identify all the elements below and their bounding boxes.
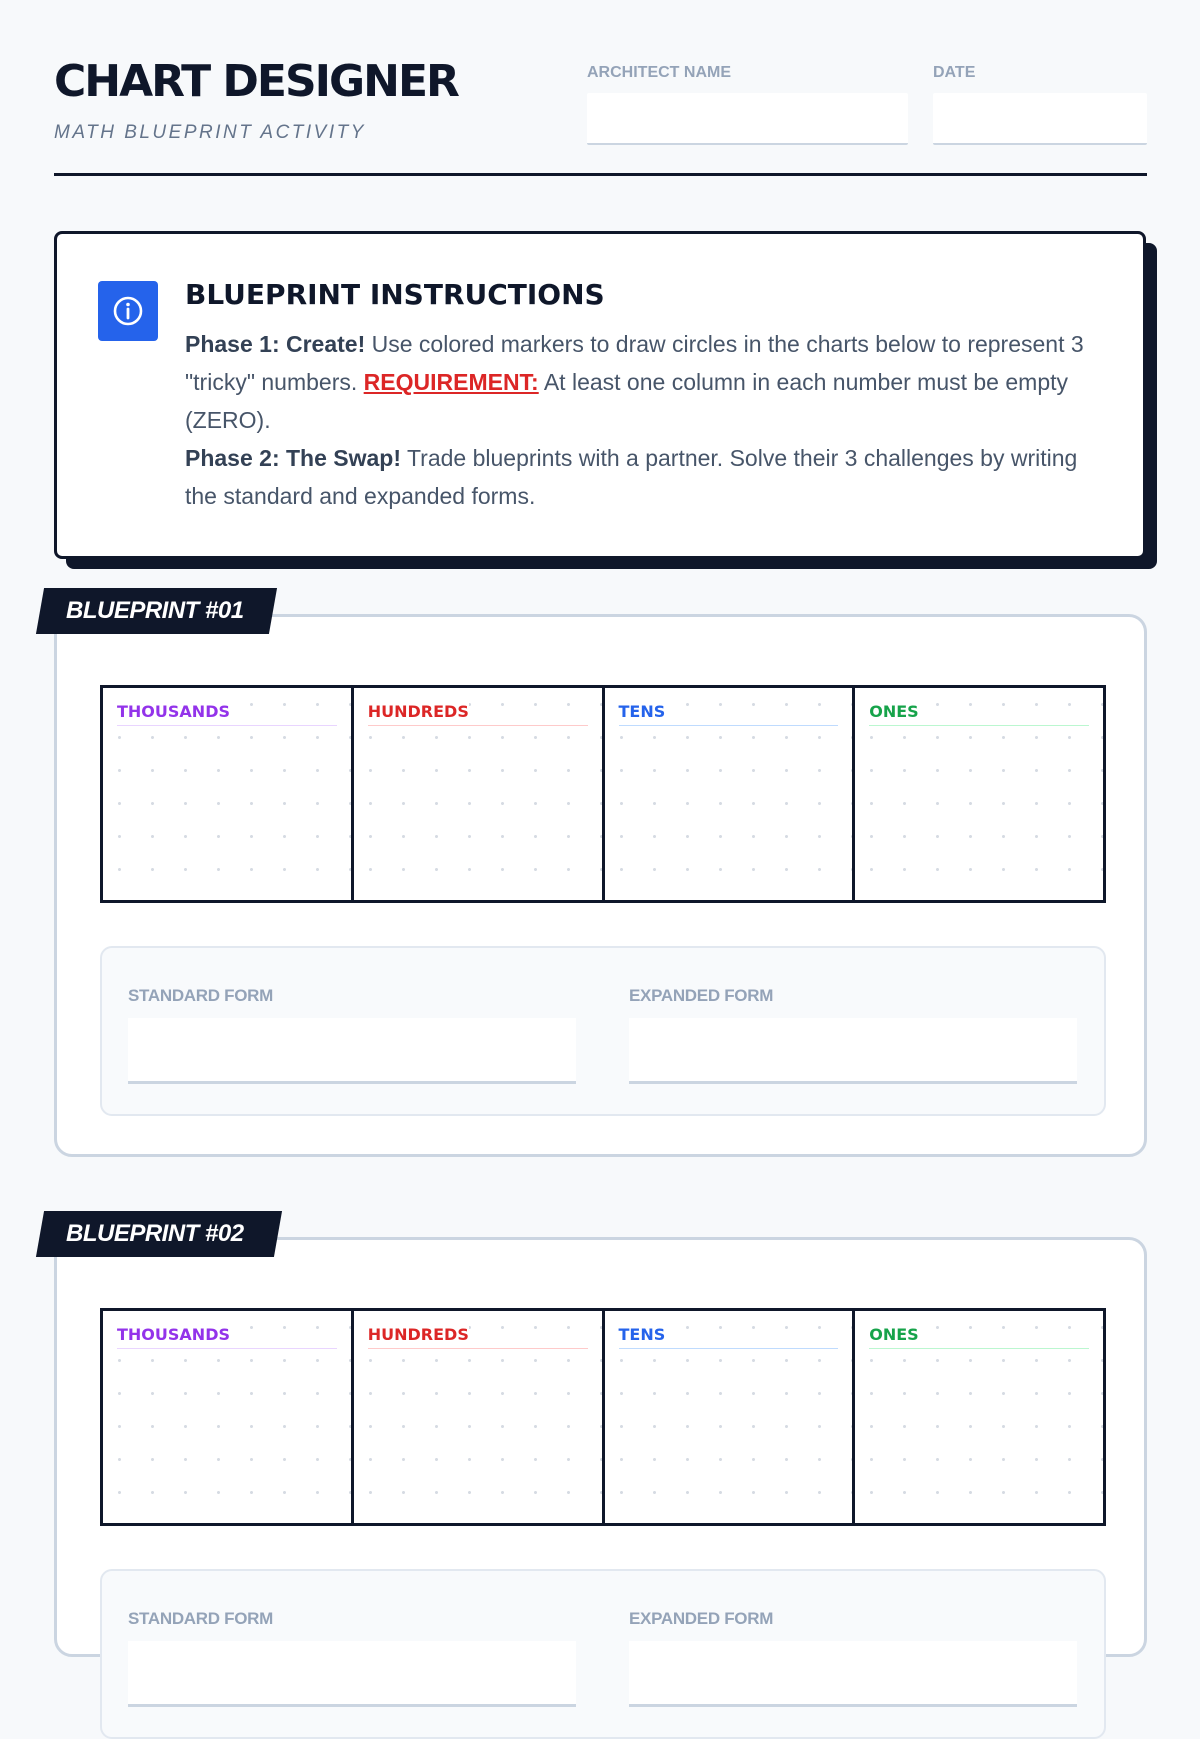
- standard-form-field: [128, 1609, 576, 1707]
- expanded-form-field: [629, 1609, 1077, 1707]
- standard-form-input[interactable]: [128, 1641, 576, 1707]
- place-value-chart[interactable]: [100, 1308, 1106, 1526]
- expanded-form-input[interactable]: [629, 1641, 1077, 1707]
- hundreds-column[interactable]: [351, 1311, 602, 1523]
- page-subtitle: MATH BLUEPRINT ACTIVITY: [54, 122, 366, 143]
- answer-panel: [100, 946, 1106, 1116]
- thousands-label: THOUSANDS: [117, 1325, 230, 1344]
- expanded-form-label: EXPANDED FORM: [629, 986, 774, 1005]
- info-icon: [98, 281, 158, 341]
- tens-label: TENS: [618, 702, 666, 721]
- blueprint-tag: [36, 588, 277, 634]
- thousands-column[interactable]: [103, 1311, 351, 1523]
- answer-panel: [100, 1569, 1106, 1739]
- ones-label: ONES: [869, 702, 919, 721]
- date-field: [933, 64, 1147, 145]
- instructions-panel: [54, 231, 1146, 559]
- blueprint-tag: [36, 1211, 282, 1257]
- thousands-label: THOUSANDS: [117, 702, 230, 721]
- phase1-text-a: Use colored markers to draw circles in the charts below to represent 3 "tricky" numbers.: [185, 331, 1084, 395]
- blueprint-tag-label: BLUEPRINT #01: [66, 597, 244, 624]
- phase2-label: Phase 2: The Swap!: [185, 445, 402, 471]
- expanded-form-field: [629, 986, 1077, 1084]
- page-header: [54, 0, 1147, 176]
- ones-label: ONES: [869, 1325, 919, 1344]
- requirement-label: REQUIREMENT:: [363, 369, 539, 395]
- standard-form-input[interactable]: [128, 1018, 576, 1084]
- expanded-form-label: EXPANDED FORM: [629, 1609, 774, 1628]
- thousands-column[interactable]: [103, 688, 351, 900]
- tens-column[interactable]: [602, 688, 853, 900]
- standard-form-label: STANDARD FORM: [128, 1609, 273, 1628]
- blueprint-tag-label: BLUEPRINT #02: [66, 1220, 244, 1247]
- architect-name-input[interactable]: [587, 93, 908, 145]
- blueprint-card: [54, 614, 1147, 1157]
- standard-form-label: STANDARD FORM: [128, 986, 273, 1005]
- instructions-heading: BLUEPRINT INSTRUCTIONS: [185, 278, 605, 311]
- ones-column[interactable]: [852, 688, 1103, 900]
- expanded-form-input[interactable]: [629, 1018, 1077, 1084]
- blueprint-card: [54, 1237, 1147, 1657]
- place-value-chart[interactable]: [100, 685, 1106, 903]
- architect-name-field: [587, 64, 908, 145]
- tens-label: TENS: [618, 1325, 666, 1344]
- tens-column[interactable]: [602, 1311, 853, 1523]
- header-divider: [54, 173, 1147, 176]
- phase1-text-b: At least one column in each number must be empty (ZERO).: [185, 369, 1068, 433]
- hundreds-column[interactable]: [351, 688, 602, 900]
- architect-name-label: ARCHITECT NAME: [587, 64, 731, 81]
- page-title: CHART DESIGNER: [54, 56, 458, 107]
- instructions-body: [185, 325, 1105, 515]
- standard-form-field: [128, 986, 576, 1084]
- phase2-text: Trade blueprints with a partner. Solve their 3 challenges by writing the standard and expanded forms.: [185, 445, 1078, 509]
- date-input[interactable]: [933, 93, 1147, 145]
- ones-column[interactable]: [852, 1311, 1103, 1523]
- phase1-label: Phase 1: Create!: [185, 331, 366, 357]
- hundreds-label: HUNDREDS: [367, 702, 469, 721]
- date-label: DATE: [933, 64, 976, 81]
- hundreds-label: HUNDREDS: [367, 1325, 469, 1344]
